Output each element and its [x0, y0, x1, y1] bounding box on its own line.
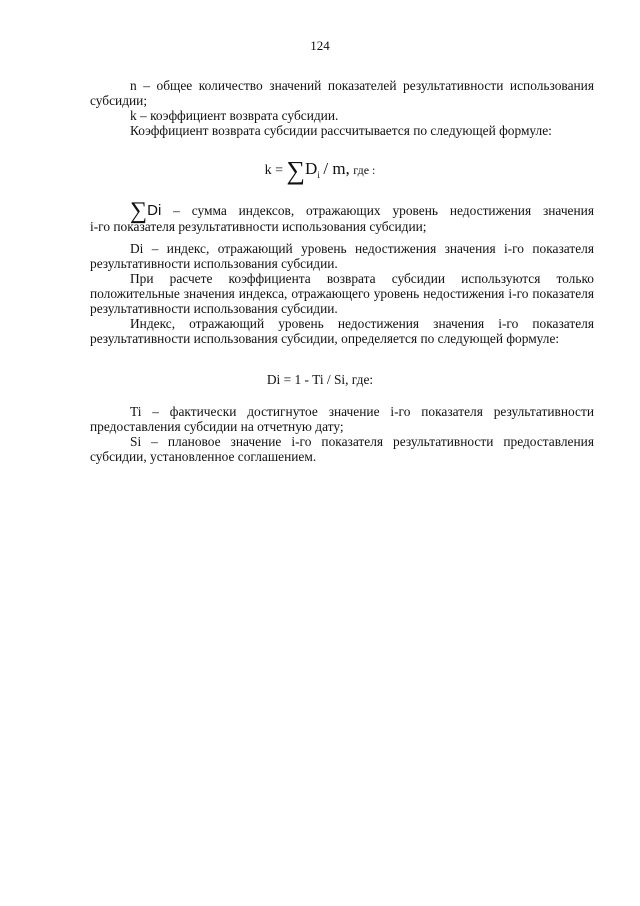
positive-values-note: При расчете коэффициента возврата субсидии используются только положительные значения индекса, отражающего уровень недостижения i-го показателя результативности использования субсидии.	[90, 271, 594, 316]
formula-k-lhs: k =	[264, 163, 283, 178]
definitions-block-2	[90, 241, 594, 346]
formula-k-subscript: i	[317, 170, 320, 180]
definition-n: n – общее количество значений показателей результативности использования субсидии;	[90, 78, 594, 108]
definition-di: Di – индекс, отражающий уровень недостижения значения i-го показателя результативности использования субсидии.	[90, 241, 594, 271]
formula-k	[0, 156, 640, 186]
formula-k-where: где :	[353, 163, 376, 177]
formula-k-divisor: / m,	[323, 159, 350, 178]
definition-ti: Ti – фактически достигнутое значение i-го показателя результативности предоставления субсидии на отчетную дату;	[90, 404, 594, 434]
definition-k: k – коэффициент возврата субсидии.	[130, 108, 339, 123]
formula-intro-di: Индекс, отражающий уровень недостижения значения i-го показателя результативности использования субсидии, определяется по следующей формуле:	[90, 316, 594, 346]
formula-k-d: D	[305, 159, 318, 178]
sum-symbol: ∑	[286, 156, 306, 185]
sum-di-label: Di	[147, 202, 162, 219]
definitions-block-3	[90, 404, 594, 464]
sum-definition-first-line	[90, 198, 594, 224]
definitions-block-1	[90, 78, 594, 138]
definition-si: Si – плановое значение i-го показателя результативности предоставления субсидии, установленное соглашением.	[90, 434, 594, 464]
page-number: 124	[310, 38, 330, 53]
sum-definition-text: – сумма индексов, отражающих уровень недостижения значения	[173, 203, 594, 218]
formula-di: Di = 1 - Ti / Si, где:	[266, 372, 374, 387]
sum-definition	[90, 198, 594, 234]
sum-symbol-inline: ∑	[130, 198, 148, 224]
formula-intro-k: Коэффициент возврата субсидии рассчитывается по следующей формуле:	[130, 123, 552, 138]
sum-definition-continuation: i-го показателя результативности использования субсидии;	[90, 219, 427, 234]
